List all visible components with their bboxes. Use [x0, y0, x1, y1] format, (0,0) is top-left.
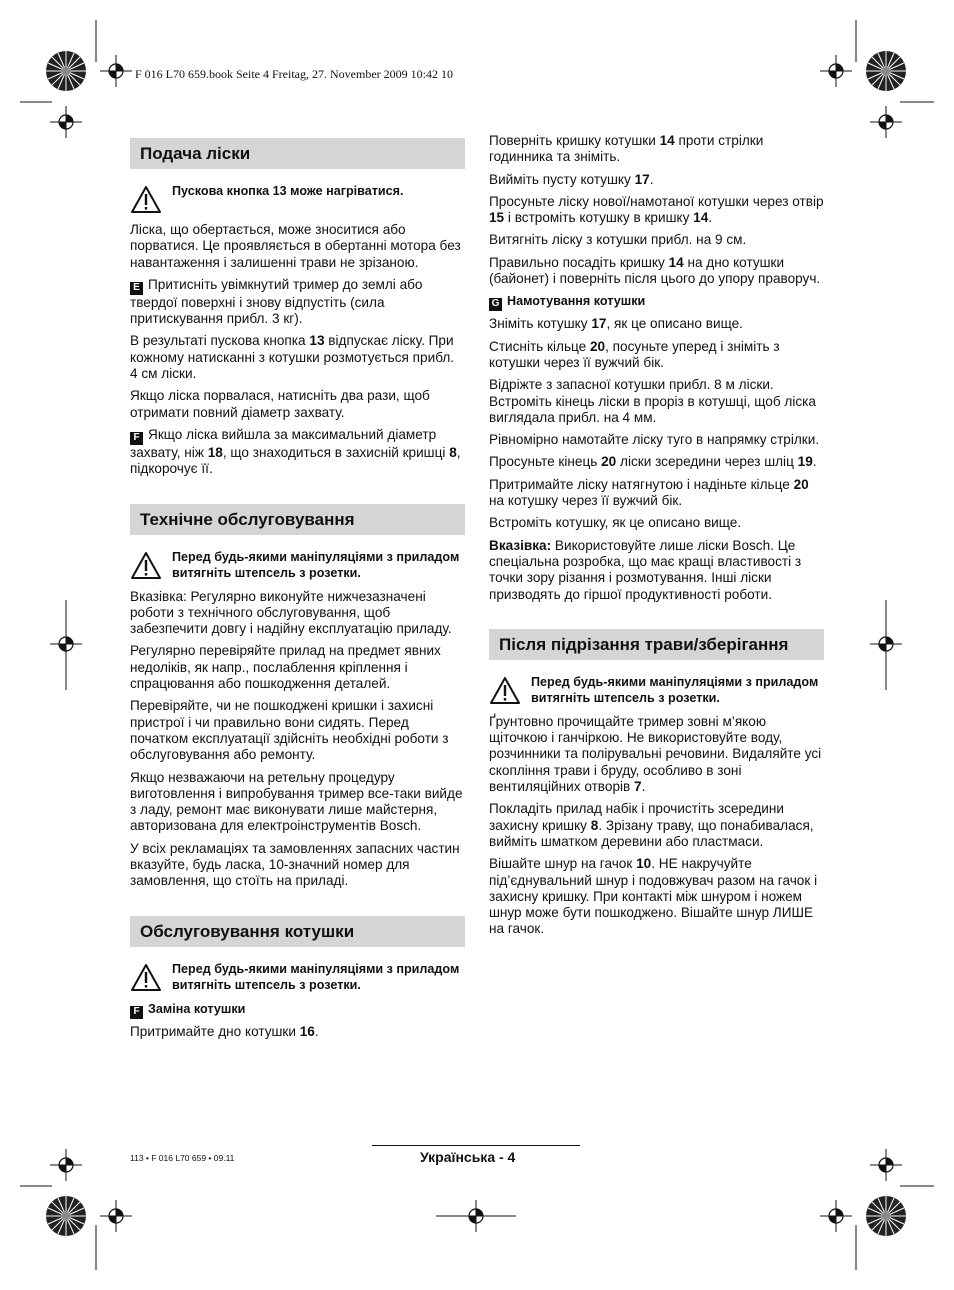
- warning-block: [130, 183, 465, 214]
- rosette-icon: [866, 1196, 906, 1236]
- warning-triangle-icon: [130, 551, 162, 580]
- footer-rule: [372, 1145, 580, 1146]
- warning-text: Перед будь-якими маніпуляціями з приладом витягніть штепсель з розетки.: [172, 961, 460, 992]
- crosshair-icon: [870, 1149, 902, 1181]
- paragraph: Вказівка: Регулярно виконуйте нижчезазначені роботи з технічного обслуговування, щоб забезпечити довгу і надійну експлуатацію приладу.: [130, 588, 452, 637]
- rosette-icon: [866, 51, 906, 91]
- section-heading: Подача ліски: [130, 138, 465, 169]
- section-heading: Після підрізання трави/зберігання: [489, 629, 824, 660]
- warning-triangle-icon: [489, 676, 521, 705]
- crosshair-icon: [870, 106, 902, 138]
- warning-triangle-icon: [130, 963, 162, 992]
- crosshair-icon: [50, 106, 82, 138]
- crosshair-icon: [100, 1200, 132, 1232]
- crosshair-icon: [50, 1149, 82, 1181]
- paragraph: Ґрунтовно прочищайте тример зовні м’якою щіточкою і ганчіркою. Не використовуйте воду, розчинники та полірувальні речовини. Видаляйте усі скопління трави і бруду, особливо в зоні вентиляційних отворів 7.: [489, 713, 822, 795]
- left-column: [130, 138, 465, 1046]
- paragraph: F Якщо ліска вийшла за максимальний діаметр захвату, ніж 18, що знаходиться в захисній кришці 8, підкорочує її.: [130, 426, 461, 477]
- paragraph: В результаті пускова кнопка 13 відпускає ліску. При кожному натисканні з котушки розмотується прибл. 4 см ліски.: [130, 333, 455, 382]
- paragraph: Поверніть кришку котушки 14 проти стрілки годинника та зніміть.: [489, 133, 764, 165]
- subheading: F Заміна котушки: [130, 1001, 465, 1019]
- crosshair-icon: [820, 55, 852, 87]
- book-info-header: F 016 L70 659.book Seite 4 Freitag, 27. November 2009 10:42 10: [135, 67, 453, 81]
- paragraph: Просуньте кінець 20 ліски зсередини через шліц 19.: [489, 454, 817, 470]
- paragraph: Витягніть ліску з котушки прибл. на 9 см.: [489, 232, 747, 248]
- paragraph: Перевіряйте, чи не пошкоджені кришки і захисні пристрої і чи правильно вони сидять. Перед початком експлуатації здійсніть необхідні роботи з обслуговування або ремонту.: [130, 698, 449, 763]
- paragraph: Зніміть котушку 17, як це описано вище.: [489, 316, 743, 332]
- warning-block: [130, 549, 465, 581]
- warning-block: [130, 961, 465, 993]
- paragraph: E Притисніть увімкнутий тример до землі або твердої поверхні і знову відпустіть (сила притискування прибл. 3 кг).: [130, 276, 423, 327]
- subheading: G Намотування котушки: [489, 293, 824, 311]
- paragraph: Просуньте ліску нової/намотаної котушки через отвір 15 і встроміть котушку в кришку 14.: [489, 193, 824, 226]
- warning-text: Перед будь-якими маніпуляціями з приладом витягніть штепсель з розетки.: [172, 549, 460, 580]
- figure-ref-badge: F: [130, 432, 143, 445]
- figure-ref-badge: G: [489, 298, 502, 311]
- crosshair-icon: [820, 1200, 852, 1232]
- paragraph: Відріжте з запасної котушки прибл. 8 м ліски. Встроміть кінець ліски в проріз в котушці, щоб ліска виглядала прибл. на 4 мм.: [489, 377, 816, 425]
- right-column: [489, 133, 824, 944]
- footer-code: 113 • F 016 L70 659 • 09.11: [130, 1153, 235, 1163]
- warning-text: Пускова кнопка 13 може нагріватися.: [172, 184, 404, 198]
- paragraph: Вішайте шнур на гачок 10. НЕ накручуйте під’єднувальний шнур і подовжувач разом на гачок і захисну кришку. При контакті між шнуром і ножем шнур може бути пошкоджено. Вішайте шнур ЛИШЕ на гачок.: [489, 856, 818, 937]
- figure-ref-badge: E: [130, 282, 143, 295]
- paragraph: Притримайте дно котушки 16.: [130, 1023, 319, 1039]
- paragraph: Якщо незважаючи на ретельну процедуру виготовлення і випробування тример все-таки вийде з ладу, ремонт має виконувати лише майстерня, авторизована для електроінструментів Bosch.: [130, 769, 463, 834]
- warning-text: Перед будь-якими маніпуляціями з приладом витягніть штепсель з розетки.: [531, 674, 819, 705]
- warning-block: [489, 674, 824, 706]
- figure-ref-badge: F: [130, 1006, 143, 1019]
- crosshair-icon: [100, 55, 132, 87]
- paragraph: Встроміть котушку, як це описано вище.: [489, 515, 742, 531]
- paragraph: Вийміть пусту котушку 17.: [489, 171, 654, 187]
- section-heading: Технічне обслуговування: [130, 504, 465, 535]
- paragraph: Регулярно перевіряйте прилад на предмет явних недоліків, як напр., послаблення кріплення і спрацювання або пошкодження деталей.: [130, 643, 441, 692]
- paragraph: Стисніть кільце 20, посуньте уперед і зніміть з котушки через її вужчий бік.: [489, 338, 780, 370]
- paragraph: У всіх рекламаціях та замовленнях запасних частин вказуйте, будь ласка, 10-значний номер для замовлення, що стоїть на приладі.: [130, 840, 460, 889]
- page-number: Українська - 4: [420, 1149, 516, 1165]
- paragraph: Вказівка: Використовуйте лише ліски Bosch. Це спеціальна розробка, що має кращі властивості з точки зору різання і розмотування. Інші ліски призводять до гіршої продуктивності роботи.: [489, 537, 802, 602]
- warning-triangle-icon: [130, 185, 162, 214]
- paragraph: Якщо ліска порвалася, натисніть два рази, щоб отримати повний діаметр захвату.: [130, 388, 430, 420]
- paragraph: Покладіть прилад набік і прочистіть зсередини захисну кришку 8. Зрізану траву, що понабивалася, вийміть шматком деревини або пластмаси.: [489, 801, 814, 849]
- paragraph: Правильно посадіть кришку 14 на дно котушки (байонет) і поверніть після цього до упору праворуч.: [489, 254, 821, 287]
- section-heading: Обслуговування котушки: [130, 916, 465, 947]
- paragraph: Ліска, що обертається, може зноситися або порватися. Це проявляється в обертанні мотора без навантаження і залишенні трави не зрізаною.: [130, 222, 461, 270]
- rosette-icon: [46, 1196, 86, 1236]
- rosette-icon: [46, 51, 86, 91]
- paragraph: Притримайте ліску натягнутою і надіньте кільце 20 на котушку через її вужчий бік.: [489, 476, 809, 509]
- paragraph: Рівномірно намотайте ліску туго в напрямку стрілки.: [489, 432, 820, 448]
